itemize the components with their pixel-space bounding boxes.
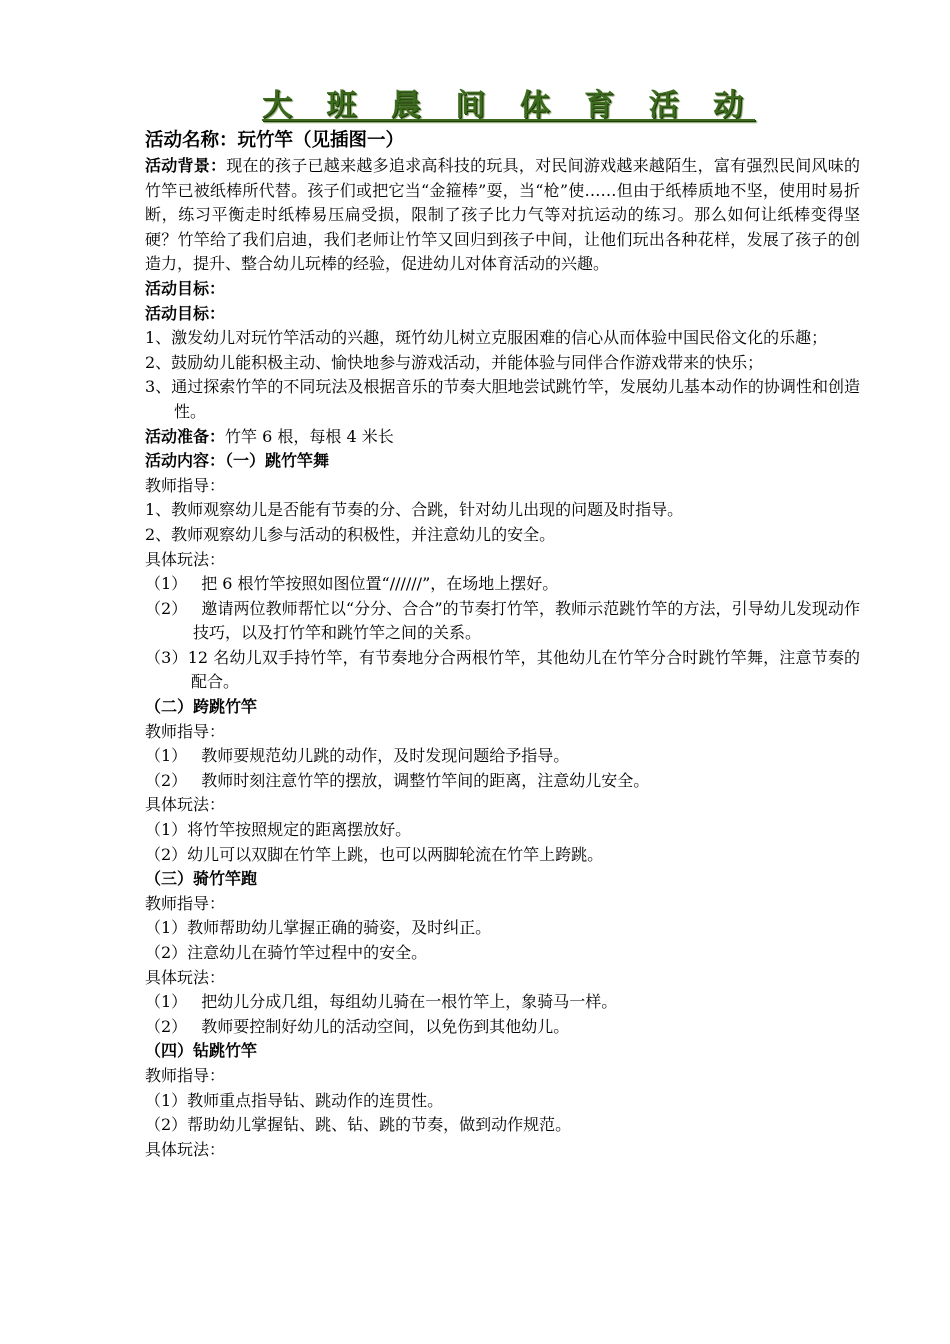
list-item: （2）注意幼儿在骑竹竿过程中的安全。	[145, 943, 428, 962]
list-item: （1）教师帮助幼儿掌握正确的骑姿，及时纠正。	[145, 918, 492, 938]
goal-item: 2、鼓励幼儿能积极主动、愉快地参与游戏活动，并能体验与同伴合作游戏带来的快乐；	[145, 352, 764, 372]
goal-item: 3、通过探索竹竿的不同玩法及根据音乐的节奏大胆地尝试跳竹竿，发展幼儿基本动作的协调性和创造性。	[145, 377, 860, 421]
item-number: （2）	[145, 598, 188, 618]
document-title: 大 班 晨 间 体 育 活 动	[261, 88, 756, 123]
content-label: 活动内容：	[145, 451, 226, 471]
section-2-guide-label: 教师指导：	[145, 721, 226, 741]
goal-label-2: 活动目标：	[145, 303, 226, 323]
list-item: 2、教师观察幼儿参与活动的积极性，并注意幼儿的安全。	[145, 524, 556, 544]
section-1-play-label: 具体玩法：	[145, 549, 226, 569]
background-label: 活动背景：	[145, 156, 227, 175]
list-item: （1）教师重点指导钻、跳动作的连贯性。	[145, 1090, 444, 1110]
list-item	[145, 597, 860, 646]
item-text: 教师要规范幼儿跳的动作，及时发现问题给予指导。	[201, 746, 570, 766]
item-text: 邀请两位教师帮忙以“分分、合合”的节奏打竹竿，教师示范跳竹竿的方法，引导幼儿发现动作技巧，以及打竹竿和跳竹竿之间的关系。	[193, 598, 860, 643]
section-3-play-label: 具体玩法：	[145, 967, 226, 987]
list-item	[145, 744, 860, 769]
section-heading: （二）跨跳竹竿	[145, 697, 258, 717]
background-text: 现在的孩子已越来越多追求高科技的玩具，对民间游戏越来越陌生，富有强烈民间风味的竹竿已被纸棒所代替。孩子们或把它当“金箍棒”耍，当“枪”使……但由于纸棒质地不坚，使用时易折断，练习平衡走时纸棒易压扁受损，限制了孩子比力气等对抗运动的练习。那么如何让纸棒变得坚硬？竹竿给了我们启迪，我们老师让竹竿又回归到孩子中间，让他们玩出各种花样，发展了孩子的创造力，提升、整合幼儿玩棒的经验，促进幼儿对体育活动的兴趣。	[145, 156, 860, 274]
section-heading: （四）钻跳竹竿	[145, 1041, 258, 1061]
list-item	[145, 769, 860, 794]
preparation-line	[145, 425, 860, 450]
section-heading: （一）跳竹竿舞	[225, 451, 330, 471]
item-number: （1）	[145, 574, 188, 594]
item-number: （2）	[145, 770, 188, 790]
activity-name: 活动名称：玩竹竿（见插图一）	[145, 130, 405, 151]
item-text: 教师时刻注意竹竿的摆放，调整竹竿间的距离，注意幼儿安全。	[201, 770, 650, 790]
section-heading: （三）骑竹竿跑	[145, 869, 258, 889]
background-paragraph	[145, 154, 860, 277]
list-item	[145, 990, 860, 1015]
section-1-guide-label: 教师指导：	[145, 475, 226, 495]
list-item: （1）将竹竿按照规定的距离摆放好。	[145, 820, 412, 840]
goal-label-1: 活动目标：	[145, 278, 226, 298]
preparation-label: 活动准备：	[145, 426, 226, 446]
preparation-text: 竹竿 6 根，每根 4 米长	[225, 426, 394, 446]
list-item	[145, 572, 860, 597]
section-4-play-label: 具体玩法：	[145, 1139, 226, 1159]
list-item: （2）幼儿可以双脚在竹竿上跳，也可以两脚轮流在竹竿上跨跳。	[145, 844, 604, 864]
item-number: （1）	[145, 746, 188, 766]
item-number: （2）	[145, 1016, 188, 1036]
goal-item: 1、激发幼儿对玩竹竿活动的兴趣，斑竹幼儿树立克服困难的信心从而体验中国民俗文化的乐趣；	[145, 328, 828, 348]
section-4-guide-label: 教师指导：	[145, 1065, 226, 1085]
item-text: 把幼儿分成几组，每组幼儿骑在一根竹竿上，象骑马一样。	[201, 992, 618, 1012]
list-item: 1、教师观察幼儿是否能有节奏的分、合跳，针对幼儿出现的问题及时指导。	[145, 500, 684, 520]
item-text: 教师要控制好幼儿的活动空间，以免伤到其他幼儿。	[201, 1016, 570, 1036]
item-text: 把 6 根竹竿按照如图位置“//////”，在场地上摆好。	[201, 574, 559, 594]
list-item: （2）帮助幼儿掌握钻、跳、钻、跳的节奏，做到动作规范。	[145, 1115, 572, 1135]
section-3-guide-label: 教师指导：	[145, 893, 226, 913]
item-number: （1）	[145, 992, 188, 1012]
list-item: （3）12 名幼儿双手持竹竿，有节奏地分合两根竹竿，其他幼儿在竹竿分合时跳竹竿舞，注意节奏的配合。	[145, 647, 860, 692]
section-2-play-label: 具体玩法：	[145, 795, 226, 815]
content-line	[145, 449, 860, 474]
list-item	[145, 1015, 860, 1040]
document-page	[145, 86, 860, 1162]
